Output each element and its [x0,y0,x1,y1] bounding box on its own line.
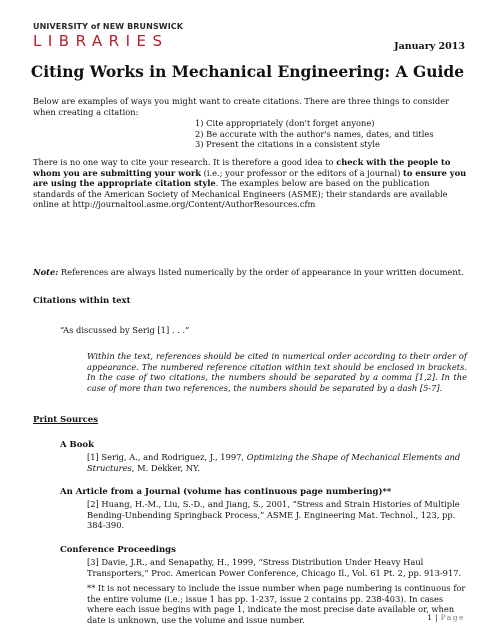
document-title: Citing Works in Mechanical Engineering: A Guide [30,62,465,81]
footer-divider: | [435,613,438,622]
note-text: References are always listed numerically by the order of appearance in your written document. [58,267,464,277]
note-line [33,267,464,277]
page-number: 1 [427,613,433,622]
reference-book [87,452,469,473]
para-bold-text: check with the people to whom you are submitting your work [33,157,451,178]
list-item: 1) Cite appropriately (don't forget anyone) [195,118,375,128]
citation-explanation: Within the text, references should be cited in numerical order according to their order of appearance. The numbered reference citation within text should be enclosed in brackets. In the case of two citations, the numbers should be separated by a comma [1,2]. In the case of more than two references, the numbers should be separated by a dash [5-7]. [87,351,467,393]
logo-university-text: UNIVERSITY of NEW BRUNSWICK [33,22,184,31]
considerations-list [195,118,434,150]
page-footer [427,613,465,622]
intro-line-2: when creating a citation: [33,106,139,117]
ref-text: [1] Serig, A., and Rodriguez, J., 1997, [87,452,247,462]
reference-conference: [3] Davie, J.R., and Senapathy, H., 1999, “Stress Distribution Under Heavy Haul Transporters,” Proc. American Power Conference, Chicago Il., Vol. 61 Pt. 2, pp. 913-917. [87,557,462,578]
footnote-issue-number: ** It is not necessary to include the issue number when page numbering is continuous for the entire volume (i.e.; issue 1 has pp. 1-237, issue 2 contains pp. 238-403). In cases where each issue begins with page 1, indicate the most precise date available or, when date is unknown, use the volume and issue number. [87,583,466,625]
para-bold-text: to ensure you are using the appropriate citation style [33,167,467,189]
intro-paragraph [33,96,469,117]
page-label: Page [440,613,465,622]
heading-print-sources: Print Sources [33,415,98,425]
heading-conference-proceedings: Conference Proceedings [60,545,176,555]
heading-journal-article: An Article from a Journal (volume has continuous page numbering)** [60,487,392,497]
ref-title: Optimizing the Shape of Mechanical Elements and Structures [87,452,461,473]
citation-style-paragraph [33,157,469,210]
note-label: Note: [33,267,59,277]
reference-journal-article: [2] Huang, H.-M., Liu, S.-D., and Jiang, S., 2001, “Stress and Strain Histories of Multiple Bending-Unbending Springback Process,” ASME J. Engineering Mat. Technol., 123, pp. 384-390. [87,499,460,531]
example-quote: “As discussed by Serig [1] . . .” [60,325,190,335]
para-text: (i.e.; your professor or the editors of a journal) [200,167,403,178]
unb-libraries-logo [33,22,183,50]
document-date: January 2013 [394,41,465,52]
heading-book: A Book [60,440,94,450]
para-text: . The examples below are based on the publication standards of the American Society of Mechanical Engineers (ASME); their standards are available online at http://journaltool.asme.org/Content/AuthorResources.cfm [33,178,448,210]
list-item: 2) Be accurate with the author's names, dates, and titles [195,128,434,139]
logo-libraries-text: LIBRARIES [33,32,169,50]
list-item: 3) Present the citations in a consistent style [195,139,380,150]
ref-text: , M. Dekker, NY. [131,462,201,473]
heading-citations-within-text: Citations within text [33,296,131,306]
intro-line-1: Below are examples of ways you might want to create citations. There are three things to consider [33,96,450,106]
para-text: There is no one way to cite your research. It is therefore a good idea to [33,157,337,167]
